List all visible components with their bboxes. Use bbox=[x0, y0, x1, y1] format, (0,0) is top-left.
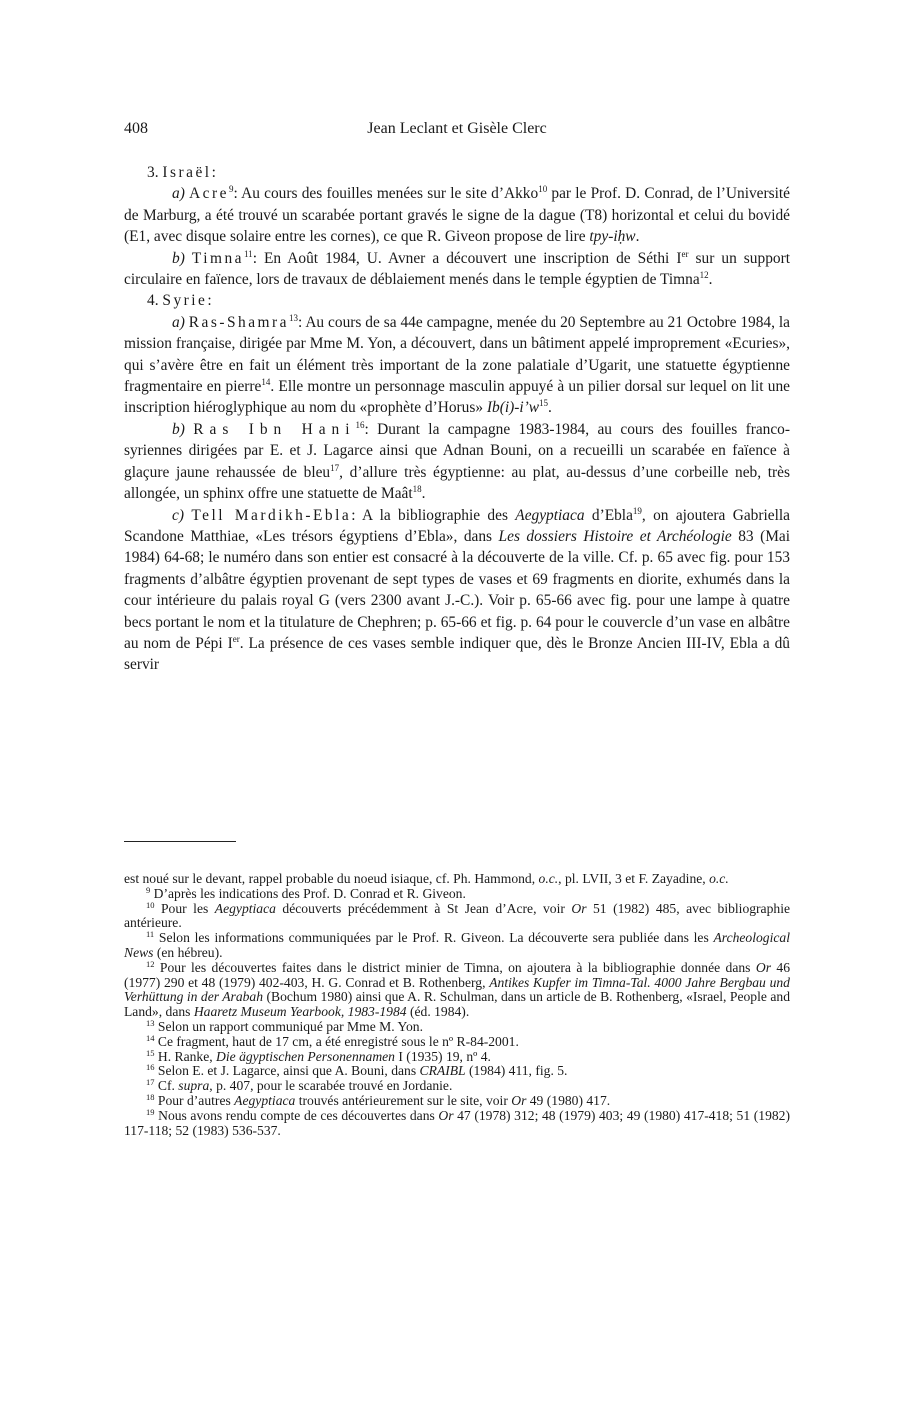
footnotes bbox=[124, 872, 790, 1138]
footnote-ref: 14 bbox=[261, 377, 271, 388]
footnote-16: $^{16}$ Selon E. et J. Lagarce, ainsi que A. Bouni, dans CRAIBL (1984) 411, fig. 5. bbox=[146, 1062, 568, 1079]
footnote-13: $^{13}$ Selon un rapport communiqué par Mme M. Yon. bbox=[146, 1017, 423, 1034]
page-header bbox=[124, 120, 790, 138]
section-heading-syrie: 4. Syrie: bbox=[147, 292, 212, 310]
footnote-separator bbox=[124, 841, 236, 842]
footnote-ref: 10 bbox=[538, 184, 548, 195]
paragraph-ras-ibn-hani: b) Ras Ibn Hani$^{16}$: Durant la campagne 1983-1984, au cours des fouilles franco-syriennes dirigées par E. et J. Lagarce ainsi que Adnan Bouni, on a recueilli un scarabée en faïence à glaçure jaune rehaussée de bleu$^{17}$, d’allure très égyptienne: au plat, au-dessus d’une corbeille neb, très allongée, un sphinx offre une statuette de Maât$^{18}$. bbox=[124, 419, 790, 503]
footnote-ref: 9 bbox=[228, 184, 234, 195]
site-name: Tell Mardikh-Ebla bbox=[191, 506, 352, 524]
footnote-ref: 12 bbox=[699, 270, 709, 281]
running-title: Jean Leclant et Gisèle Clerc bbox=[367, 120, 547, 137]
paragraph-tell-mardikh-ebla: c) Tell Mardikh-Ebla: A la bibliographie des Aegyptiaca d’Ebla$^{19}$, on ajoutera Gabriella Scandone Matthiae, «Les trésors égyptiens d’Ebla», dans Les dossiers Histoire et Archéologie 83 (Mai 1984) 64-68; le numéro dans son entier est consacré à la découverte de la ville. Cf. p. 65 avec fig. pour 153 fragments d’albâtre égyptien provenant de sept types de vases et 69 fragments en diorite, exhumés dans la cour intérieure du palais royal G (vers 2300 avant J.-C.). Voir p. 65-66 avec fig. pour une lampe à quatre becs portant le nom et la titulature de Chephren; p. 65-66 et fig. p. 64 pour le couvercle d’un vase en albâtre au nom de Pépi Ier. La présence de ces vases semble indiquer que, dès le Bronze Ancien III-IV, Ebla a dû servir bbox=[124, 505, 790, 674]
paragraph-timna: b) Timna$^{11}$: En Août 1984, U. Avner a découvert une inscription de Séthi Ier sur un support circulaire en faïence, lors de travaux de déblaiement menés dans le temple égyptien de Timna$^{12}$. bbox=[124, 248, 790, 289]
footnote-10: $^{10}$ Pour les Aegyptiaca découverts précédemment à St Jean d’Acre, voir Or 51 (1982) 485, avec bibliographie antérieure. bbox=[124, 899, 790, 931]
footnote-14: $^{14}$ Ce fragment, haut de 17 cm, a été enregistré sous le nº R-84-2001. bbox=[146, 1032, 519, 1049]
footnote-15: $^{15}$ H. Ranke, Die ägyptischen Personennamen I (1935) 19, nº 4. bbox=[146, 1047, 491, 1064]
footnote-ref: 15 bbox=[539, 398, 549, 409]
footnote-ref: 13 bbox=[288, 312, 298, 323]
site-name: Ras-Shamra bbox=[188, 313, 289, 331]
section-heading-israel: 3. Israël: bbox=[147, 164, 216, 181]
footnote-ref: 19 bbox=[632, 505, 642, 516]
site-name: Ras Ibn Hani bbox=[193, 420, 356, 438]
footnote-continuation: est noué sur le devant, rappel probable du noeud isiaque, cf. Ph. Hammond, o.c., pl. LVII, 3 et F. Zayadine, o.c. bbox=[124, 871, 729, 886]
footnote-17: $^{17}$ Cf. supra, p. 407, pour le scarabée trouvé en Jordanie. bbox=[146, 1077, 453, 1094]
page-number: 408 bbox=[124, 120, 148, 137]
footnote-ref: 11 bbox=[244, 248, 253, 259]
main-text bbox=[124, 162, 790, 676]
paragraph-acre: a) Acre$^9$: Au cours des fouilles menées sur le site d’Akko$^{10}$ par le Prof. D. Conrad, de l’Université de Marburg, a été trouvé un scarabée portant gravés le signe de la dague (T8) horizontal et celui du bovidé (E1, avec disque solaire entre les cornes), ce que R. Giveon propose de lire tpy-iḥw. bbox=[124, 184, 791, 246]
footnote-11: $^{11}$ Selon les informations communiquées par le Prof. R. Giveon. La découverte sera publiée dans les Archeological News (en hébreu). bbox=[124, 929, 790, 960]
footnote-ref: 17 bbox=[330, 462, 340, 473]
footnote-18: $^{18}$ Pour d’autres Aegyptiaca trouvés antérieurement sur le site, voir Or 49 (1980) 417. bbox=[146, 1091, 611, 1108]
site-name: Timna bbox=[191, 249, 245, 267]
footnote-ref: 16 bbox=[355, 419, 365, 430]
paragraph-ras-shamra: a) Ras-Shamra$^{13}$: Au cours de sa 44e campagne, menée du 20 Septembre au 21 Octobre 1984, la mission française, dirigée par Mme M. Yon, a découvert, dans un bâtiment appelé improprement «Ecuries», qui s’avère être en fait un élément très important de la zone palatiale d’Ugarit, une statuette égyptienne fragmentaire en pierre$^{14}$. Elle montre un personnage masculin appuyé à un pilier dorsal sur lequel on lit une inscription hiéroglyphique au nom du «prophète d’Horus» $Ib(i)-i’w^{15}$. bbox=[124, 312, 790, 417]
footnote-19: $^{19}$ Nous avons rendu compte de ces découvertes dans Or 47 (1978) 312; 48 (1979) 403; 49 (1980) 417-418; 51 (1982) 117-118; 52 (1983) 536-537. bbox=[124, 1106, 790, 1138]
footnote-9: $^9$ D’après les indications des Prof. D. Conrad et R. Giveon. bbox=[146, 884, 466, 901]
footnote-12: $^{12}$ Pour les découvertes faites dans le district minier de Timna, on ajoutera à la bibliographie donnée dans Or 46 (1977) 290 et 48 (1979) 402-403, H. G. Conrad et B. Rothenberg, Antikes Kupfer im Timna-Tal. 4000 Jahre Bergbau und Verhüttung in der Arabah (Bochum 1980) ainsi que A. R. Schulman, dans un article de B. Rothenberg, «Israel, People and Land», dans Haaretz Museum Yearbook, 1983-1984 (éd. 1984). bbox=[124, 958, 791, 1020]
footnote-ref: 18 bbox=[412, 484, 422, 495]
site-name: Acre bbox=[189, 185, 229, 203]
